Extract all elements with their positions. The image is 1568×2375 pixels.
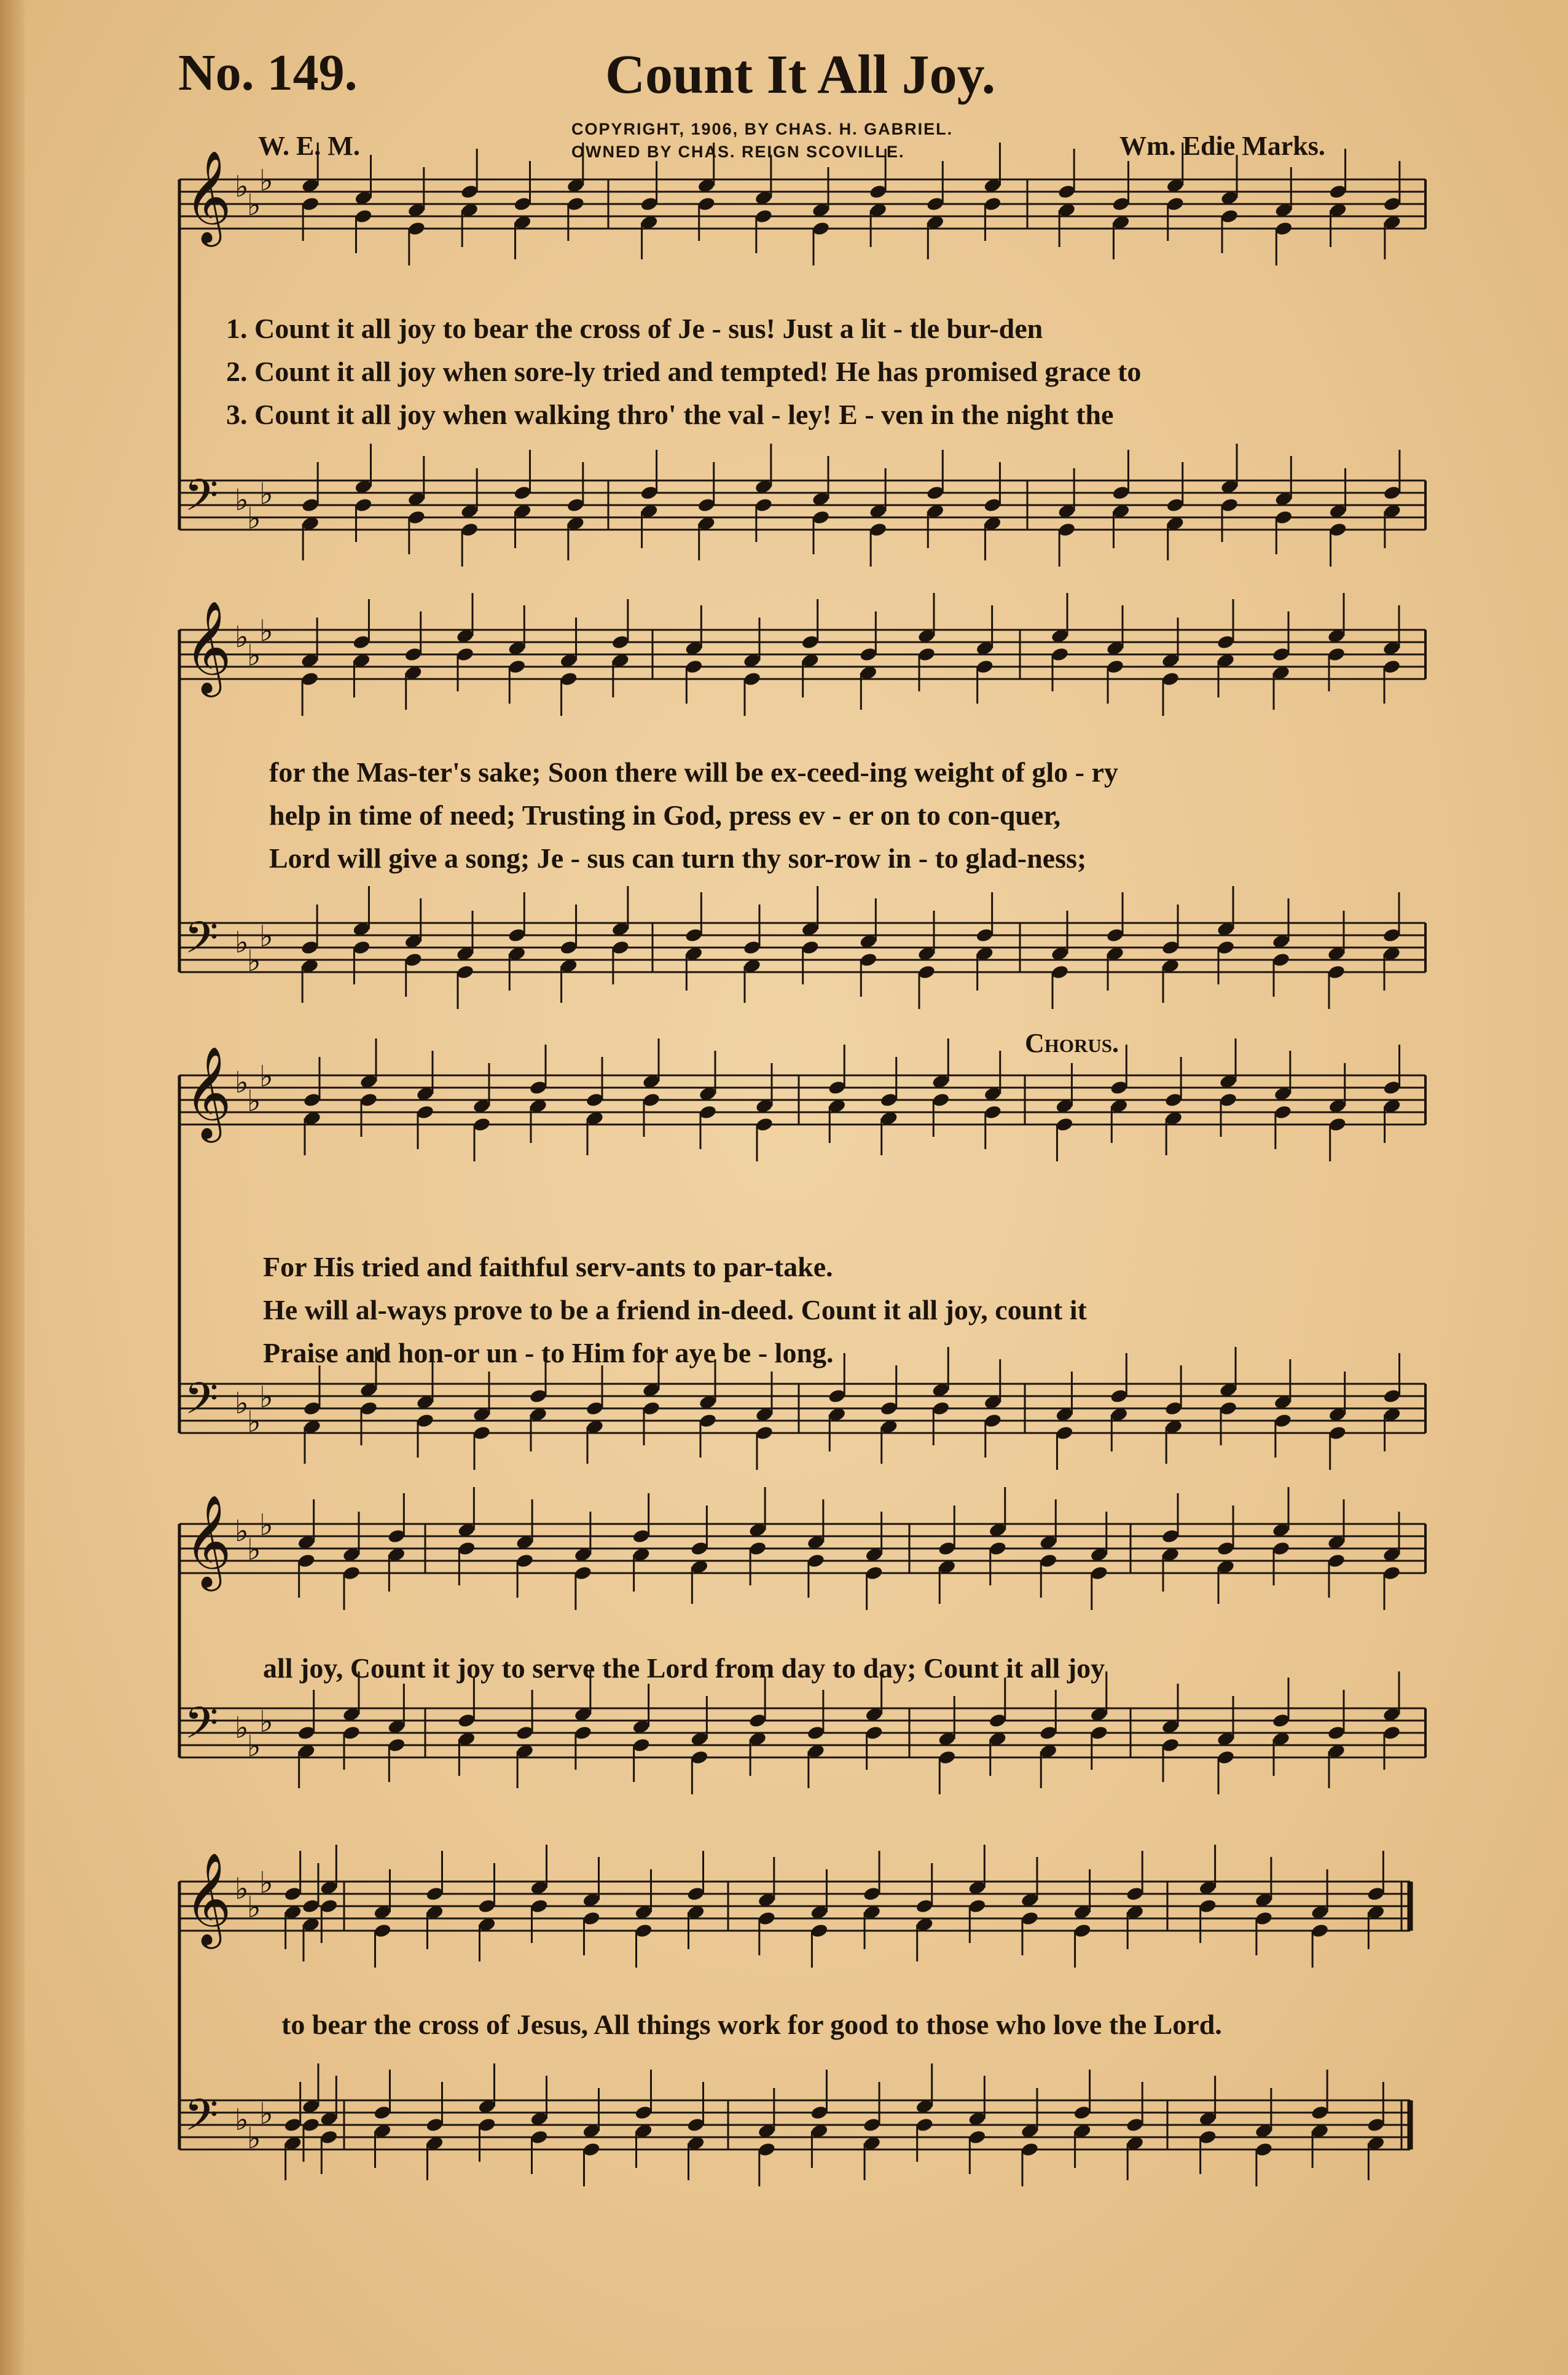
treble-clef-icon: 𝄞 — [184, 1494, 232, 1587]
bass-clef-icon: 𝄢 — [184, 1373, 219, 1435]
lyric-line: He will al-ways prove to be a friend in-deed. Count it all joy, count it — [263, 1294, 1087, 1325]
flat-sign-icon: ♭ — [259, 163, 273, 198]
treble-clef-icon: 𝄞 — [184, 600, 232, 693]
lyric-line: to bear the cross of Jesus, All things work for good to those who love the Lord. — [281, 2009, 1222, 2040]
flat-sign-icon: ♭ — [259, 614, 273, 648]
lyric-line: For His tried and faithful serv-ants to par-take. — [263, 1251, 833, 1282]
bass-clef-icon: 𝄢 — [184, 2090, 219, 2151]
flat-sign-icon: ♭ — [247, 1729, 261, 1764]
flat-sign-icon: ♭ — [247, 1890, 261, 1925]
bass-clef-icon: 𝄢 — [184, 470, 219, 532]
composer-credit: W. E. M. — [258, 131, 360, 161]
flat-sign-icon: ♭ — [235, 925, 249, 960]
treble-clef-icon: 𝄞 — [184, 1045, 232, 1139]
flat-sign-icon: ♭ — [247, 501, 261, 536]
flat-sign-icon: ♭ — [259, 2097, 273, 2131]
hymn-number: No. 149. — [178, 44, 358, 101]
hymn-title: Count It All Joy. — [605, 44, 996, 105]
flat-sign-icon: ♭ — [235, 1711, 249, 1745]
chorus-label: Chorus. — [1025, 1028, 1119, 1058]
flat-sign-icon: ♭ — [259, 1866, 273, 1900]
lyric-line: Lord will give a song; Je - sus can turn thy sor-row in - to glad-ness; — [269, 842, 1087, 874]
flat-sign-icon: ♭ — [235, 1514, 249, 1549]
copyright-line-1: COPYRIGHT, 1906, BY CHAS. H. GABRIEL. — [571, 120, 954, 138]
flat-sign-icon: ♭ — [247, 1405, 261, 1439]
flat-sign-icon: ♭ — [235, 620, 249, 654]
lyric-line: 2. Count it all joy when sore-ly tried and tempted! He has promised grace to — [226, 356, 1142, 387]
flat-sign-icon: ♭ — [259, 477, 273, 511]
flat-sign-icon: ♭ — [259, 1705, 273, 1739]
flat-sign-icon: ♭ — [259, 1380, 273, 1415]
treble-clef-icon: 𝄞 — [184, 149, 232, 243]
flat-sign-icon: ♭ — [235, 1066, 249, 1100]
flat-sign-icon: ♭ — [247, 1533, 261, 1567]
flat-sign-icon: ♭ — [235, 2103, 249, 2137]
flat-sign-icon: ♭ — [235, 1386, 249, 1421]
copyright-line-2: OWNED BY CHAS. REIGN SCOVILLE. — [571, 143, 905, 161]
flat-sign-icon: ♭ — [235, 170, 249, 204]
flat-sign-icon: ♭ — [247, 638, 261, 673]
flat-sign-icon: ♭ — [247, 2121, 261, 2156]
bass-clef-icon: 𝄢 — [184, 1698, 219, 1759]
author-credit: Wm. Edie Marks. — [1119, 131, 1325, 161]
lyric-line: 1. Count it all joy to bear the cross of Je - sus! Just a lit - tle bur-den — [226, 313, 1043, 344]
flat-sign-icon: ♭ — [247, 188, 261, 222]
flat-sign-icon: ♭ — [235, 483, 249, 517]
flat-sign-icon: ♭ — [247, 1084, 261, 1118]
flat-sign-icon: ♭ — [247, 944, 261, 978]
treble-clef-icon: 𝄞 — [184, 1851, 232, 1945]
bass-clef-icon: 𝄢 — [184, 913, 219, 974]
flat-sign-icon: ♭ — [259, 1059, 273, 1094]
lyric-line: help in time of need; Trusting in God, press ev - er on to con-quer, — [269, 799, 1061, 831]
lyric-line: 3. Count it all joy when walking thro' the val - ley! E - ven in the night the — [226, 399, 1114, 430]
lyric-line: Praise and hon-or un - to Him for aye be - long. — [263, 1337, 834, 1368]
lyric-line: all joy, Count it joy to serve the Lord from day to day; Count it all joy — [263, 1652, 1105, 1684]
flat-sign-icon: ♭ — [259, 919, 273, 954]
lyric-line: for the Mas-ter's sake; Soon there will be ex-ceed-ing weight of glo - ry — [269, 756, 1118, 788]
flat-sign-icon: ♭ — [259, 1508, 273, 1542]
flat-sign-icon: ♭ — [235, 1872, 249, 1906]
